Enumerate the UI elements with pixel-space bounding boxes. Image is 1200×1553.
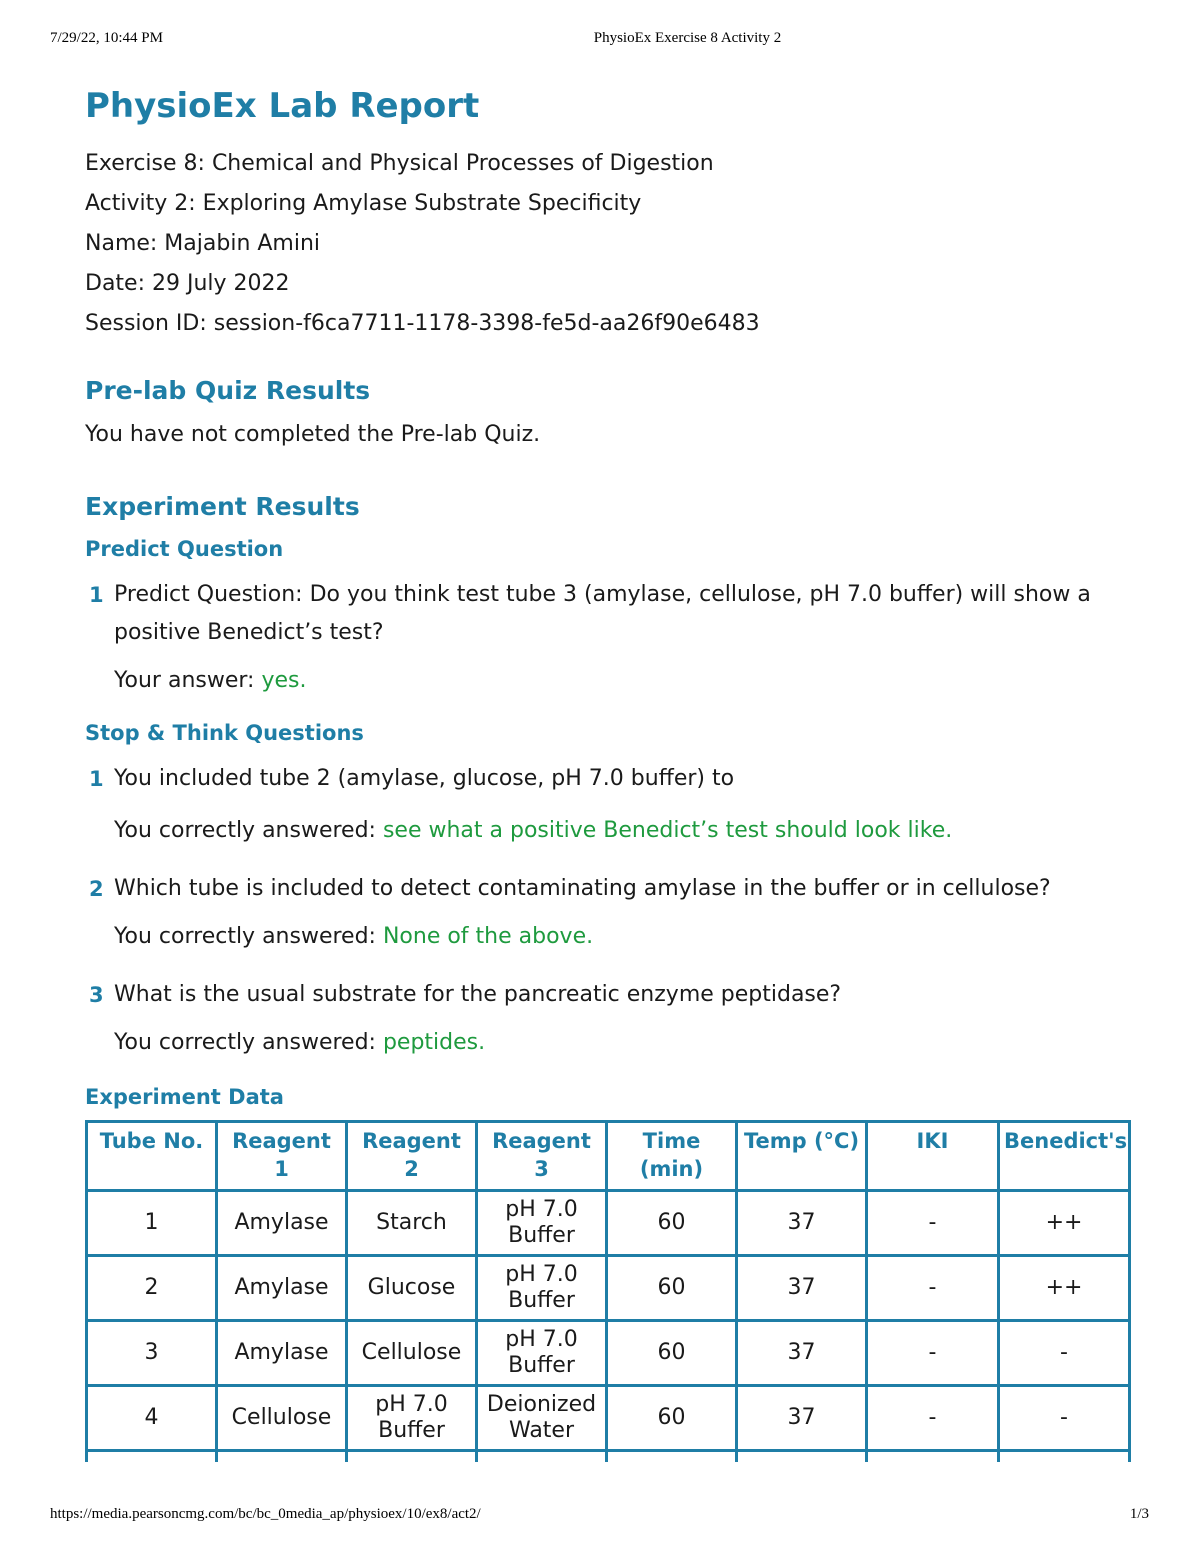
answer-value: see what a positive Benedict’s test should look like. bbox=[382, 818, 953, 843]
answer-value: peptides. bbox=[382, 1030, 486, 1055]
table-cell: - bbox=[999, 1386, 1130, 1451]
question-number: 1 bbox=[89, 583, 104, 607]
table-cell: - bbox=[867, 1191, 999, 1256]
stop-think-question bbox=[85, 870, 1135, 908]
predict-answer bbox=[85, 664, 1135, 698]
table-cell: 60 bbox=[607, 1191, 737, 1256]
table-cell: 60 bbox=[607, 1256, 737, 1321]
table-cell: pH 7.0 Buffer bbox=[477, 1191, 607, 1256]
question-text: Predict Question: Do you think test tube 3 (amylase, cellulose, pH 7.0 buffer) will show a positive Benedict’s test? bbox=[114, 582, 1091, 645]
experiment-heading: Experiment Results bbox=[85, 492, 360, 521]
column-header: Time (min) bbox=[607, 1122, 737, 1191]
column-header: IKI bbox=[867, 1122, 999, 1191]
answer-label: You correctly answered: bbox=[114, 818, 383, 843]
table-row bbox=[87, 1386, 1130, 1451]
table-cell: - bbox=[999, 1321, 1130, 1386]
column-header: Benedict's bbox=[999, 1122, 1130, 1191]
name-line: Name: Majabin Amini bbox=[85, 231, 321, 256]
stop-think-answer bbox=[85, 920, 1135, 954]
report-content bbox=[85, 82, 1135, 1462]
table-cell: Cellulose bbox=[347, 1321, 477, 1386]
stop-think-question bbox=[85, 976, 1135, 1014]
question-number: 1 bbox=[89, 767, 104, 791]
table-cell: 37 bbox=[737, 1191, 867, 1256]
table-cell: 1 bbox=[87, 1191, 217, 1256]
table-cell: Amylase bbox=[217, 1321, 347, 1386]
report-title: PhysioEx Lab Report bbox=[85, 86, 480, 126]
question-number: 3 bbox=[89, 983, 104, 1007]
predict-question bbox=[85, 576, 1135, 652]
column-header: Reagent 1 bbox=[217, 1122, 347, 1191]
table-cell: Cellulose bbox=[217, 1386, 347, 1451]
print-page-number: 1/3 bbox=[1129, 1506, 1149, 1522]
table-cell: 37 bbox=[737, 1256, 867, 1321]
table-cell: 37 bbox=[737, 1386, 867, 1451]
table-cell: 4 bbox=[87, 1386, 217, 1451]
table-cell: - bbox=[867, 1321, 999, 1386]
table-cell: 37 bbox=[737, 1321, 867, 1386]
column-header: Reagent 2 bbox=[347, 1122, 477, 1191]
table-cell: 60 bbox=[607, 1386, 737, 1451]
table-cell: - bbox=[867, 1386, 999, 1451]
print-footer bbox=[0, 1506, 1200, 1526]
table-row bbox=[87, 1191, 1130, 1256]
stop-think-question bbox=[85, 760, 1135, 798]
table-cell: ++ bbox=[999, 1191, 1130, 1256]
table-cell: pH 7.0 Buffer bbox=[477, 1256, 607, 1321]
table-cell: Amylase bbox=[217, 1191, 347, 1256]
exercise-line: Exercise 8: Chemical and Physical Processes of Digestion bbox=[85, 151, 714, 176]
table-cell: Amylase bbox=[217, 1256, 347, 1321]
table-cell: ++ bbox=[999, 1256, 1130, 1321]
table-row bbox=[87, 1321, 1130, 1386]
question-text: What is the usual substrate for the pancreatic enzyme peptidase? bbox=[114, 982, 842, 1007]
print-header bbox=[0, 30, 1200, 50]
stop-think-answer bbox=[85, 814, 1135, 848]
answer-label: You correctly answered: bbox=[114, 924, 383, 949]
table-cell: 3 bbox=[87, 1321, 217, 1386]
question-number: 2 bbox=[89, 877, 104, 901]
experiment-data-heading: Experiment Data bbox=[85, 1085, 284, 1109]
table-row bbox=[87, 1256, 1130, 1321]
table-cell: - bbox=[867, 1256, 999, 1321]
table-cell: pH 7.0 Buffer bbox=[347, 1386, 477, 1451]
print-datetime: 7/29/22, 10:44 PM bbox=[50, 30, 163, 46]
prelab-text: You have not completed the Pre-lab Quiz. bbox=[85, 422, 541, 447]
table-cell: 60 bbox=[607, 1321, 737, 1386]
print-url[interactable]: https://media.pearsoncmg.com/bc/bc_0media_ap/physioex/10/ex8/act2/ bbox=[50, 1506, 481, 1522]
table-cell: 2 bbox=[87, 1256, 217, 1321]
column-header: Tube No. bbox=[87, 1122, 217, 1191]
table-cell: Starch bbox=[347, 1191, 477, 1256]
session-line: Session ID: session-f6ca7711-1178-3398-fe5d-aa26f90e6483 bbox=[85, 311, 760, 336]
experiment-data-table bbox=[85, 1120, 1131, 1462]
answer-label: Your answer: bbox=[114, 668, 262, 693]
prelab-heading: Pre-lab Quiz Results bbox=[85, 376, 371, 405]
column-header: Temp (°C) bbox=[737, 1122, 867, 1191]
table-header-row bbox=[87, 1122, 1130, 1191]
predict-heading: Predict Question bbox=[85, 537, 284, 561]
print-title: PhysioEx Exercise 8 Activity 2 bbox=[593, 30, 782, 46]
table-cell: pH 7.0 Buffer bbox=[477, 1321, 607, 1386]
answer-value: None of the above. bbox=[382, 924, 594, 949]
table-cell: Glucose bbox=[347, 1256, 477, 1321]
date-line: Date: 29 July 2022 bbox=[85, 271, 290, 296]
table-cell: Deionized Water bbox=[477, 1386, 607, 1451]
answer-label: You correctly answered: bbox=[114, 1030, 383, 1055]
stop-think-answer bbox=[85, 1026, 1135, 1060]
question-text: You included tube 2 (amylase, glucose, pH 7.0 buffer) to bbox=[114, 766, 735, 791]
stop-think-heading: Stop & Think Questions bbox=[85, 721, 364, 745]
question-text: Which tube is included to detect contaminating amylase in the buffer or in cellulose? bbox=[114, 876, 1051, 901]
report-meta bbox=[85, 144, 1135, 344]
activity-line: Activity 2: Exploring Amylase Substrate Specificity bbox=[85, 191, 642, 216]
table-row-cutoff bbox=[87, 1451, 1130, 1463]
answer-value: yes. bbox=[261, 668, 307, 693]
column-header: Reagent 3 bbox=[477, 1122, 607, 1191]
